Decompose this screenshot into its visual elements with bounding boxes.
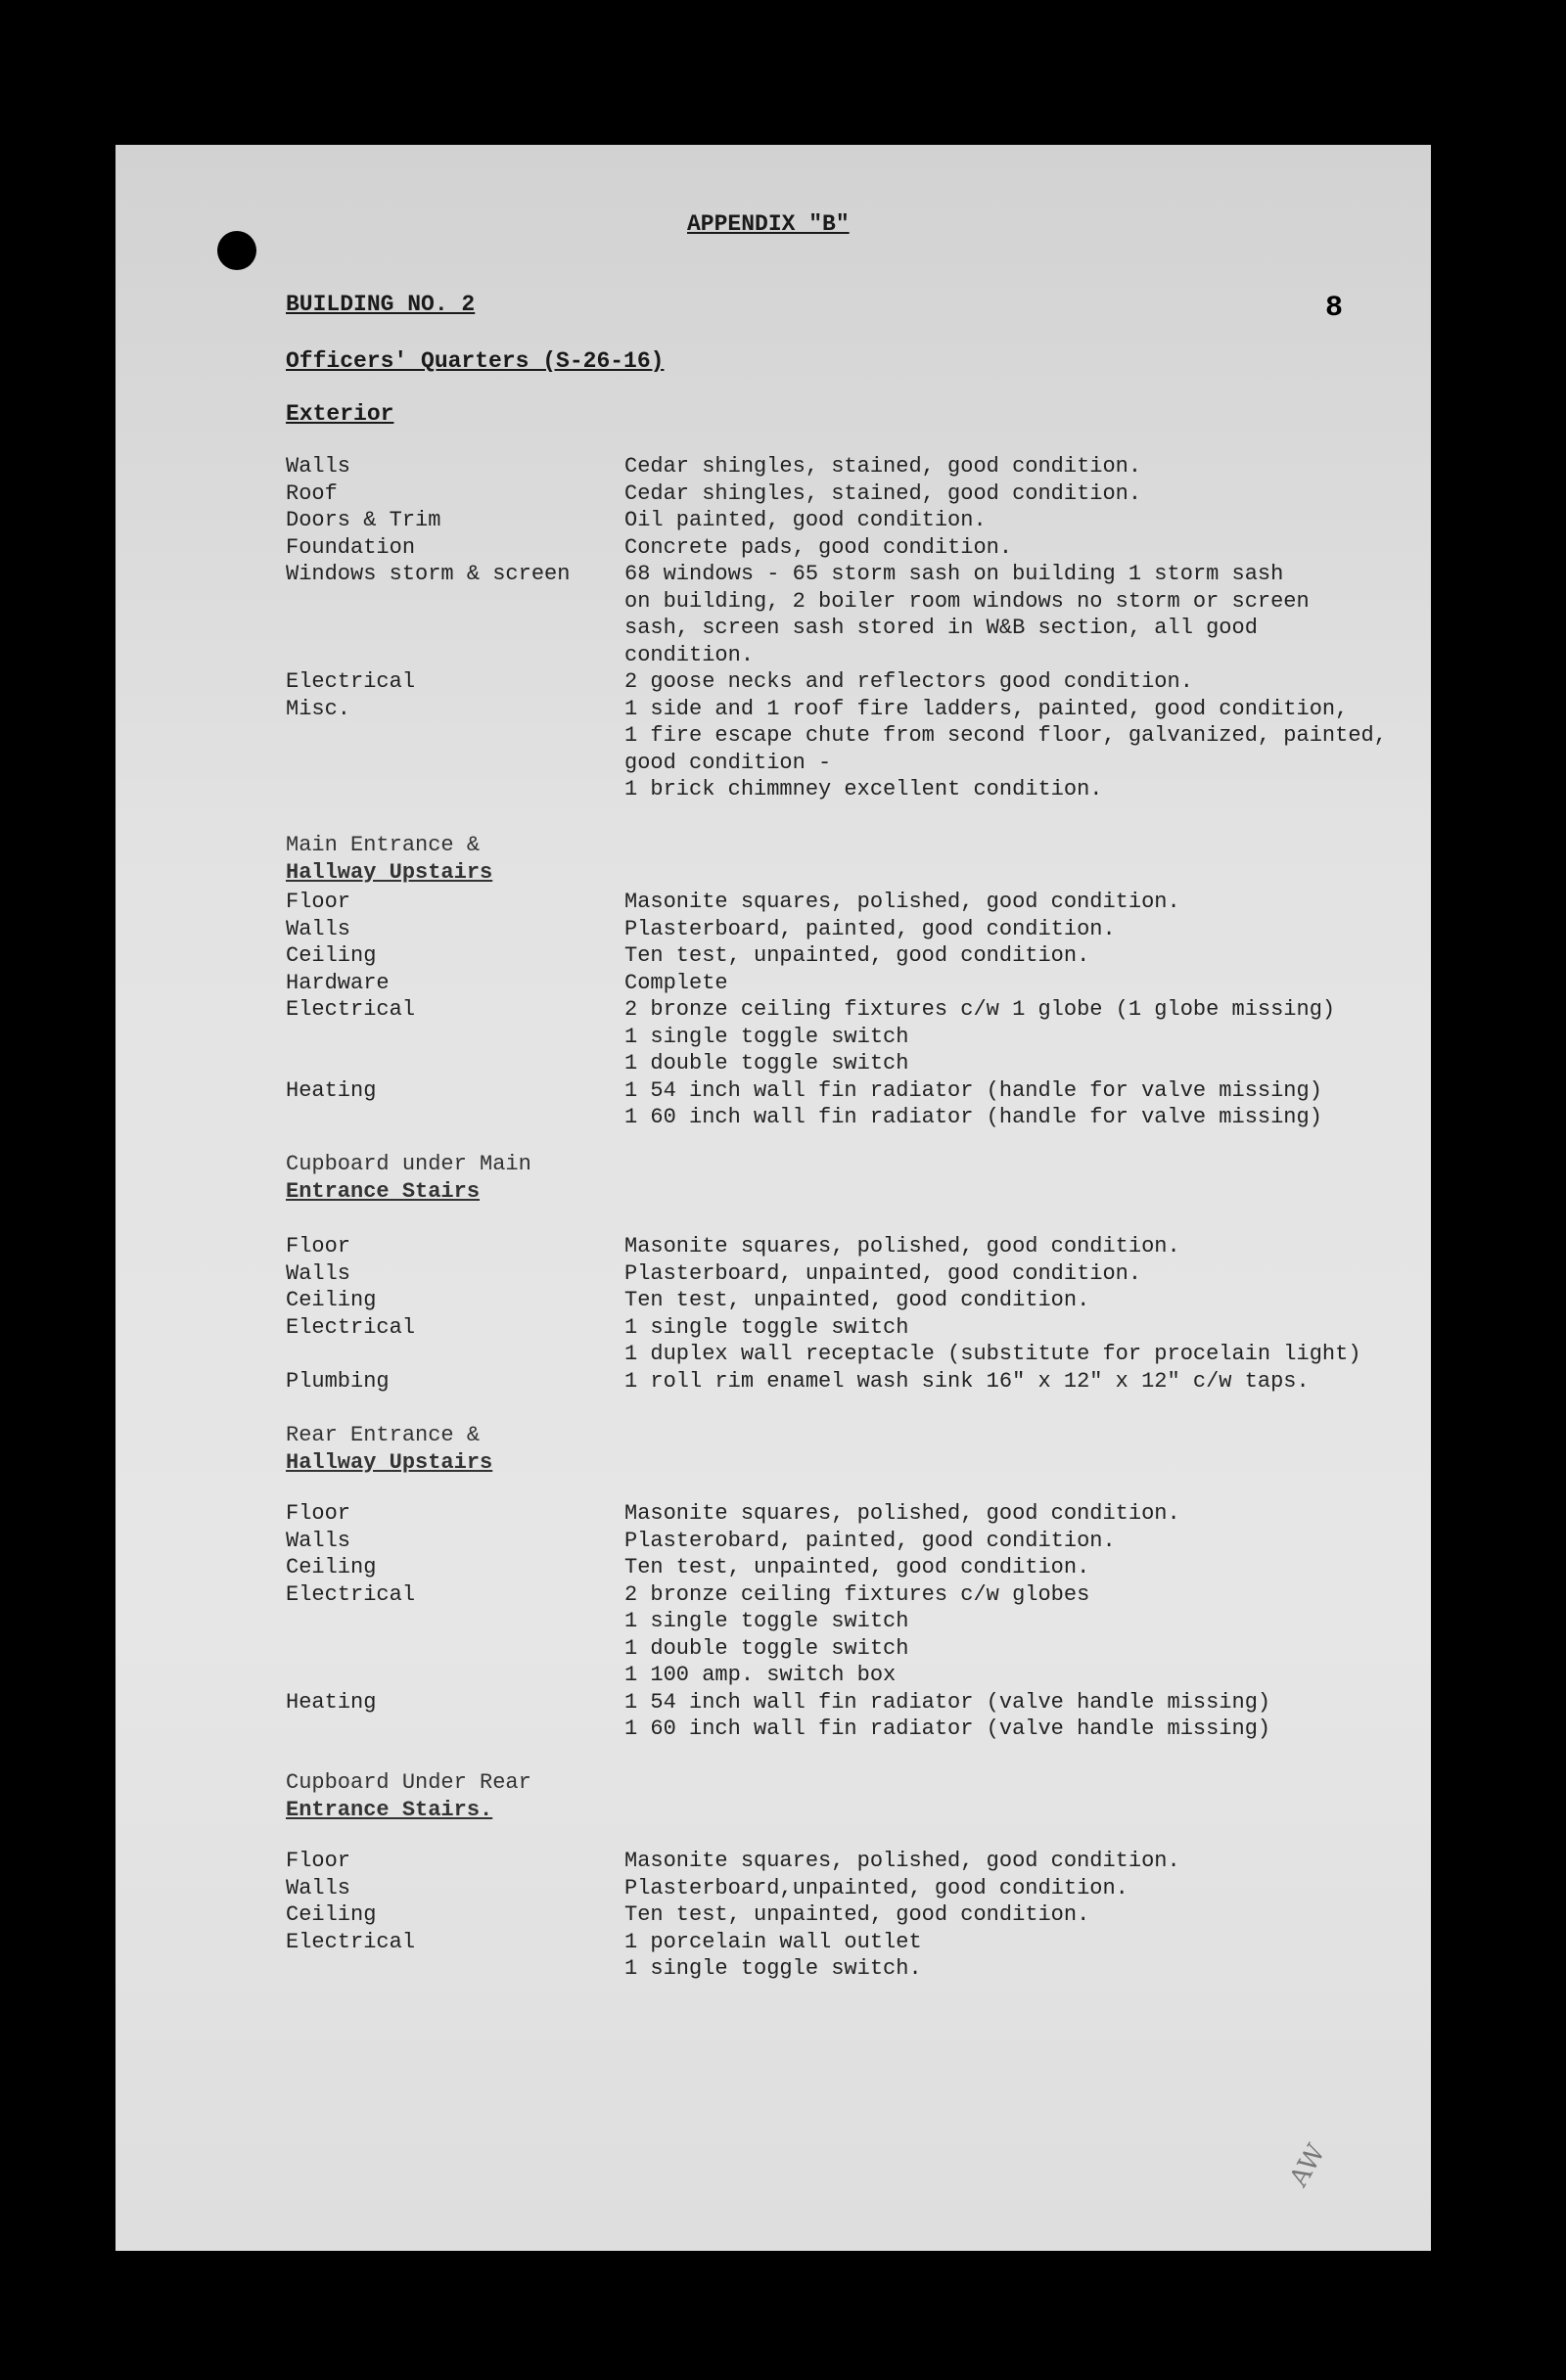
row-value: condition. [624, 642, 755, 667]
row-value: 1 roll rim enamel wash sink 16" x 12" x 12" c/w taps. [624, 1368, 1310, 1394]
building-subtitle: Officers' Quarters (S-26-16) [286, 348, 665, 374]
row-value: on building, 2 boiler room windows no storm or screen [624, 588, 1310, 614]
table-row [115, 453, 1431, 481]
row-value: 1 single toggle switch [624, 1314, 909, 1340]
row-label: Electrical [286, 1314, 416, 1340]
table-row [115, 996, 1431, 1024]
row-value: 68 windows - 65 storm sash on building 1 storm sash [624, 562, 1284, 586]
row-label: Floor [286, 1849, 351, 1873]
row-label: Misc. [286, 696, 351, 721]
row-value: 1 brick chimmney excellent condition. [624, 777, 1103, 801]
main-entrance-table [115, 889, 1431, 1131]
appendix-title: APPENDIX "B" [687, 211, 850, 237]
section-title-line-underlined: Entrance Stairs. [286, 1797, 493, 1822]
row-label: Walls [286, 454, 351, 479]
row-value: Masonite squares, polished, good condition. [624, 1234, 1180, 1259]
row-label: Electrical [286, 1929, 416, 1954]
handwritten-initials: AW [1284, 2139, 1332, 2192]
table-row [115, 1500, 1431, 1528]
row-value: Ten test, unpainted, good condition. [624, 1555, 1090, 1579]
table-row [115, 750, 1431, 777]
table-row [115, 1287, 1431, 1314]
row-label: Electrical [286, 997, 416, 1022]
row-label: Floor [286, 890, 351, 914]
row-value: 1 100 amp. switch box [624, 1663, 897, 1687]
section-title-line-underlined: Hallway Upstairs [286, 1449, 493, 1475]
row-label: Doors & Trim [286, 508, 441, 532]
row-value: Oil painted, good condition. [624, 508, 987, 532]
rear-entrance-table [115, 1500, 1431, 1743]
table-row [115, 1901, 1431, 1929]
row-value: Ten test, unpainted, good condition. [624, 943, 1090, 968]
table-row [115, 1554, 1431, 1581]
table-row [115, 1716, 1431, 1743]
section-title-rear-entrance [286, 1422, 492, 1476]
row-label: Electrical [286, 1581, 416, 1607]
table-row [115, 507, 1431, 534]
cupboard-rear-table [115, 1848, 1431, 1983]
row-value: 1 single toggle switch. [624, 1956, 922, 1981]
table-row [115, 1581, 1431, 1609]
section-title-cupboard-rear [286, 1769, 531, 1823]
table-row [115, 668, 1431, 696]
table-row [115, 642, 1431, 669]
table-row [115, 588, 1431, 616]
row-value: Masonite squares, polished, good condition. [624, 1501, 1180, 1526]
section-title-line: Cupboard Under Rear [286, 1770, 531, 1795]
row-value: Plasterobard, painted, good condition. [624, 1528, 1116, 1553]
row-label: Electrical [286, 669, 416, 694]
table-row [115, 1024, 1431, 1051]
section-title-line-underlined: Hallway Upstairs [286, 859, 493, 885]
section-title-main-entrance [286, 832, 492, 886]
table-row [115, 561, 1431, 588]
row-value: 2 bronze ceiling fixtures c/w 1 globe (1 globe missing) [624, 997, 1336, 1022]
row-label: Heating [286, 1689, 377, 1715]
table-row [115, 1848, 1431, 1875]
table-row [115, 1929, 1431, 1956]
row-value: 1 single toggle switch [624, 1024, 909, 1049]
row-value: 1 54 inch wall fin radiator (valve handle missing) [624, 1689, 1271, 1715]
exterior-table [115, 453, 1431, 803]
row-value: Concrete pads, good condition. [624, 534, 1013, 560]
row-label: Heating [286, 1077, 377, 1103]
row-label: Ceiling [286, 1288, 377, 1312]
section-title-cupboard-main [286, 1151, 531, 1205]
row-value: good condition - [624, 750, 832, 775]
section-title-line: Rear Entrance & [286, 1423, 481, 1447]
table-row [115, 916, 1431, 943]
building-number: BUILDING NO. 2 [286, 292, 476, 317]
row-label: Walls [286, 1875, 351, 1900]
row-value: Plasterboard, painted, good condition. [624, 916, 1116, 941]
row-value: 1 single toggle switch [624, 1609, 909, 1633]
table-row [115, 1341, 1431, 1368]
section-title-line-underlined: Entrance Stairs [286, 1178, 481, 1204]
table-row [115, 970, 1431, 997]
row-value: 1 60 inch wall fin radiator (valve handle missing) [624, 1716, 1271, 1741]
exterior-heading: Exterior [286, 401, 394, 427]
table-row [115, 1233, 1431, 1260]
row-value: Cedar shingles, stained, good condition. [624, 454, 1142, 479]
row-value: Masonite squares, polished, good condition. [624, 1849, 1180, 1873]
row-label: Foundation [286, 534, 416, 560]
table-row [115, 1050, 1431, 1077]
table-row [115, 1875, 1431, 1902]
row-label: Floor [286, 1501, 351, 1526]
section-title-line: Cupboard under Main [286, 1152, 531, 1176]
row-value: sash, screen sash stored in W&B section, all good [624, 616, 1258, 640]
table-row [115, 776, 1431, 803]
table-row [115, 1635, 1431, 1663]
row-value: 2 goose necks and reflectors good condition. [624, 669, 1193, 694]
row-value: 1 porcelain wall outlet [624, 1929, 922, 1954]
document-page [115, 145, 1431, 2251]
table-row [115, 889, 1431, 916]
row-value: Plasterboard,unpainted, good condition. [624, 1875, 1128, 1900]
row-label: Walls [286, 916, 351, 941]
table-row [115, 696, 1431, 723]
table-row [115, 534, 1431, 562]
row-label: Ceiling [286, 943, 377, 968]
row-value: 1 double toggle switch [624, 1051, 909, 1076]
row-label: Roof [286, 481, 338, 506]
row-value: Ten test, unpainted, good condition. [624, 1902, 1090, 1927]
row-value: 1 60 inch wall fin radiator (handle for valve missing) [624, 1105, 1322, 1129]
row-value: 1 fire escape chute from second floor, galvanized, painted, [624, 723, 1387, 748]
table-row [115, 1689, 1431, 1716]
punch-hole [217, 231, 256, 270]
row-value: Ten test, unpainted, good condition. [624, 1288, 1090, 1312]
table-row [115, 1260, 1431, 1288]
row-label: Plumbing [286, 1368, 390, 1394]
row-value: Complete [624, 970, 728, 995]
row-label: Ceiling [286, 1902, 377, 1927]
section-title-line: Main Entrance & [286, 833, 481, 857]
row-label: Windows storm & screen [286, 562, 571, 586]
table-row [115, 1955, 1431, 1983]
row-value: 2 bronze ceiling fixtures c/w globes [624, 1581, 1090, 1607]
table-row [115, 615, 1431, 642]
row-label: Hardware [286, 970, 390, 995]
table-row [115, 1528, 1431, 1555]
row-label: Ceiling [286, 1555, 377, 1579]
table-row [115, 1314, 1431, 1342]
row-value: Cedar shingles, stained, good condition. [624, 481, 1142, 506]
table-row [115, 722, 1431, 750]
table-row [115, 1368, 1431, 1396]
page-number: 8 [1325, 292, 1344, 325]
row-value: Plasterboard, unpainted, good condition. [624, 1260, 1142, 1286]
table-row [115, 1608, 1431, 1635]
row-value: 1 54 inch wall fin radiator (handle for valve missing) [624, 1077, 1322, 1103]
row-value: 1 side and 1 roof fire ladders, painted, good condition, [624, 696, 1349, 721]
row-label: Floor [286, 1234, 351, 1259]
table-row [115, 481, 1431, 508]
row-label: Walls [286, 1528, 351, 1553]
table-row [115, 1662, 1431, 1689]
table-row [115, 942, 1431, 970]
row-label: Walls [286, 1260, 351, 1286]
table-row [115, 1077, 1431, 1105]
row-value: 1 double toggle switch [624, 1635, 909, 1661]
row-value: Masonite squares, polished, good condition. [624, 890, 1180, 914]
table-row [115, 1104, 1431, 1131]
cupboard-main-table [115, 1233, 1431, 1395]
row-value: 1 duplex wall receptacle (substitute for procelain light) [624, 1342, 1361, 1366]
